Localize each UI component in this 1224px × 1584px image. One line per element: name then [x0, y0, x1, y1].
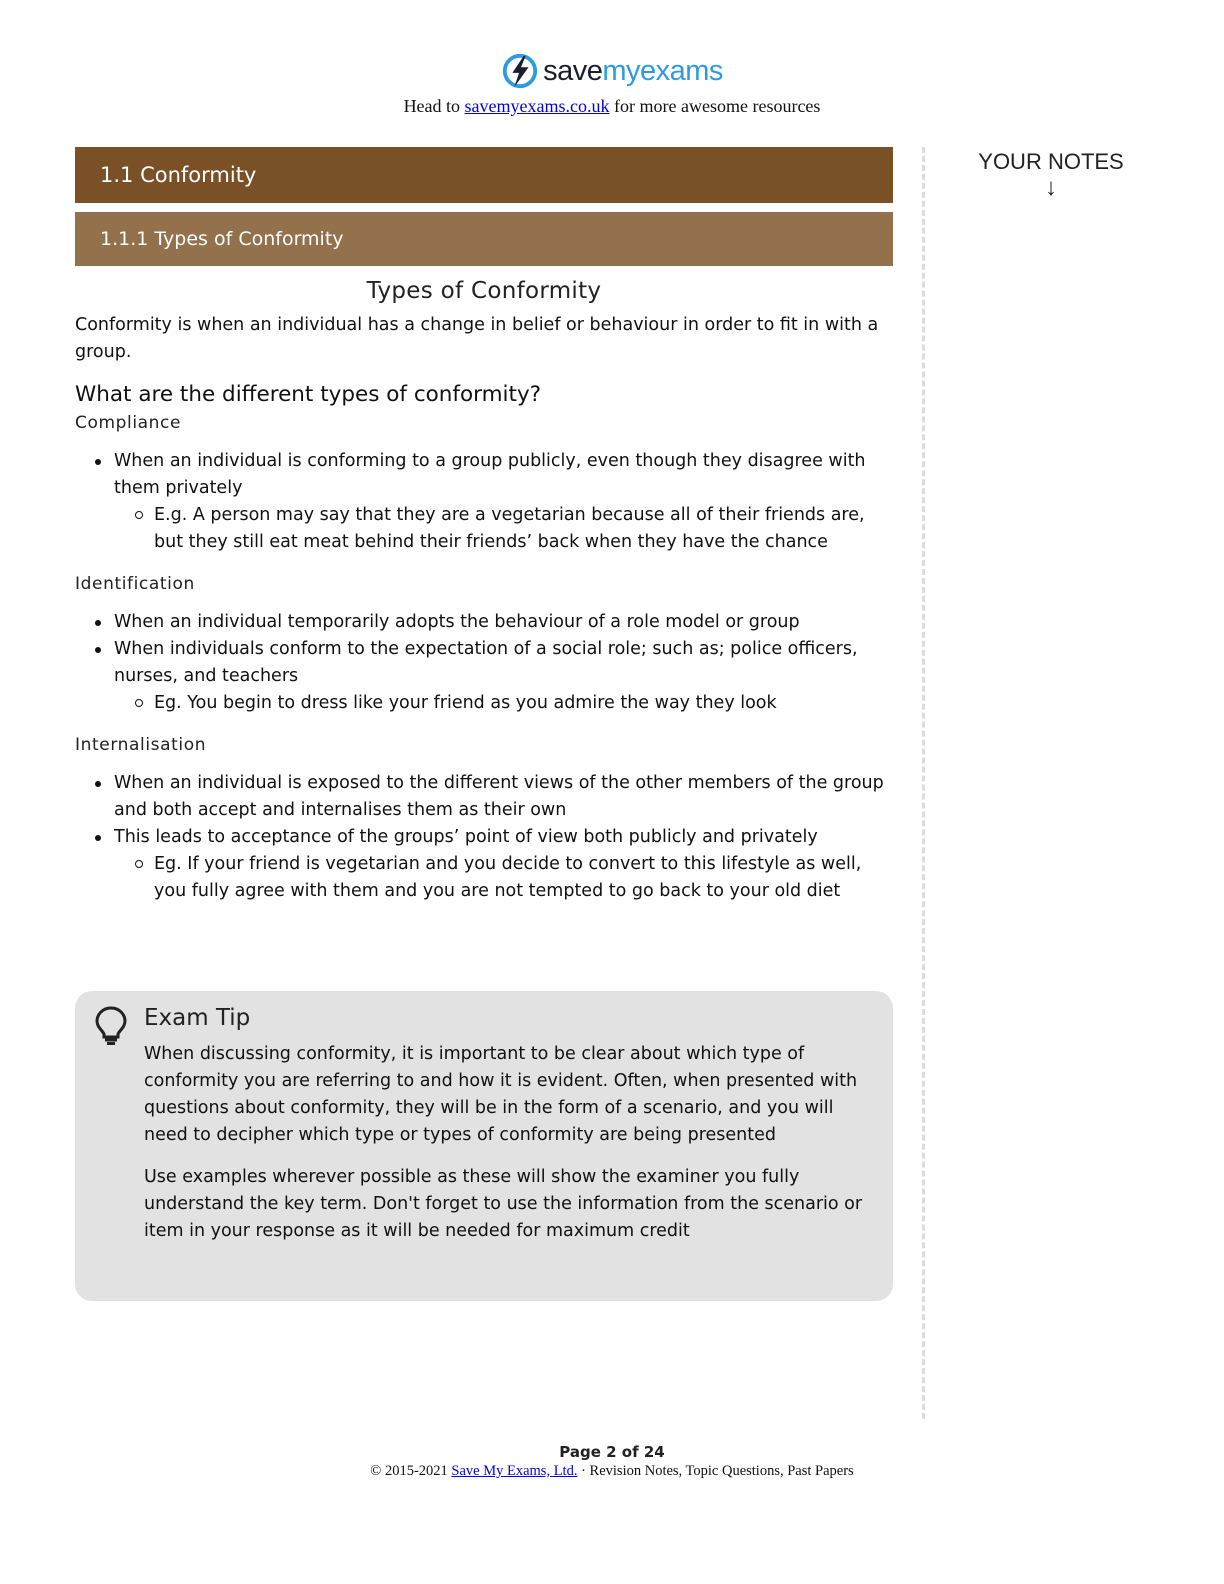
header-tagline: [0, 96, 1224, 117]
compliance-list: [75, 448, 893, 556]
section-title: 1.1 Conformity: [75, 147, 893, 203]
page-footer: [0, 1443, 1224, 1480]
subsection-title: 1.1.1 Types of Conformity: [75, 212, 893, 266]
notes-label: YOUR NOTES: [978, 149, 1124, 174]
sub-list-item: E.g. A person may say that they are a vegetarian because all of their friends are, but they still eat meat behind their friends’ back when they have the chance: [154, 502, 893, 556]
logo-text-exams: exams: [640, 55, 723, 87]
exam-tip-body: [144, 1041, 879, 1260]
notes-divider: [922, 147, 925, 1419]
arrow-down-icon: ↓: [1045, 174, 1057, 201]
type-heading-identification: Identification: [75, 574, 195, 594]
sub-list-item: Eg. You begin to dress like your friend as you admire the way they look: [154, 690, 893, 717]
logo-text-my: my: [602, 55, 640, 87]
topic-title: Types of Conformity: [366, 278, 602, 304]
website-link[interactable]: savemyexams.co.uk: [464, 96, 610, 116]
exam-tip-paragraph: When discussing conformity, it is important to be clear about which type of conformity you are referring to and how it is evident. Often, when presented with questions about conformity, they will be in the form of a scenario, and you will need to decipher which type or types of conformity are being presented: [144, 1044, 858, 1145]
type-heading-compliance: Compliance: [75, 413, 182, 433]
list-item: When an individual is conforming to a group publicly, even though they disagree with them privately E.g. A person may say that they are a vegetarian because all of their friends are, but they still eat meat behind their friends’ back when they have the chance: [114, 448, 893, 556]
lightbulb-icon: [93, 1005, 129, 1045]
type-heading-internalisation: Internalisation: [75, 735, 207, 755]
tagline-prefix: Head to: [403, 96, 465, 116]
copyright: © 2015-2021 Save My Exams, Ltd. · Revision Notes, Topic Questions, Past Papers: [370, 1463, 854, 1479]
page-header: [0, 50, 1224, 117]
list-item: This leads to acceptance of the groups’ point of view both publicly and privately Eg. If your friend is vegetarian and you decide to convert to this lifestyle as well, you fully agree with them and you are not tempted to go back to your old diet: [114, 824, 893, 905]
list-item: When an individual is exposed to the different views of the other members of the group and both accept and internalises them as their own: [114, 770, 893, 824]
lightning-bolt-icon: [501, 52, 539, 90]
list-item: When individuals conform to the expectation of a social role; such as; police officers, nurses, and teachers Eg. You begin to dress like your friend as you admire the way they look: [114, 636, 893, 717]
your-notes-label: [946, 149, 1156, 201]
logo-text-save: save: [543, 55, 603, 87]
exam-tip-title: Exam Tip: [144, 1005, 251, 1031]
question-heading: What are the different types of conformity?: [75, 382, 542, 407]
exam-tip-box: [75, 991, 893, 1301]
exam-tip-paragraph: Use examples wherever possible as these will show the examiner you fully understand the key term. Don't forget to use the information from the scenario or item in your response as it will be needed for maximum credit: [144, 1167, 863, 1241]
save-my-exams-logo[interactable]: [501, 50, 723, 92]
copyright-link[interactable]: Save My Exams, Ltd.: [451, 1463, 578, 1479]
intro-paragraph: Conformity is when an individual has a change in belief or behaviour in order to fit in with a group.: [75, 315, 879, 362]
sub-list-item: Eg. If your friend is vegetarian and you decide to convert to this lifestyle as well, you fully agree with them and you are not tempted to go back to your old diet: [154, 851, 893, 905]
identification-list: [75, 609, 893, 717]
tagline-suffix: for more awesome resources: [609, 96, 821, 116]
list-item: When an individual temporarily adopts the behaviour of a role model or group: [114, 609, 893, 636]
internalisation-list: [75, 770, 893, 905]
page-number: Page 2 of 24: [559, 1443, 665, 1461]
main-content: [75, 147, 893, 905]
